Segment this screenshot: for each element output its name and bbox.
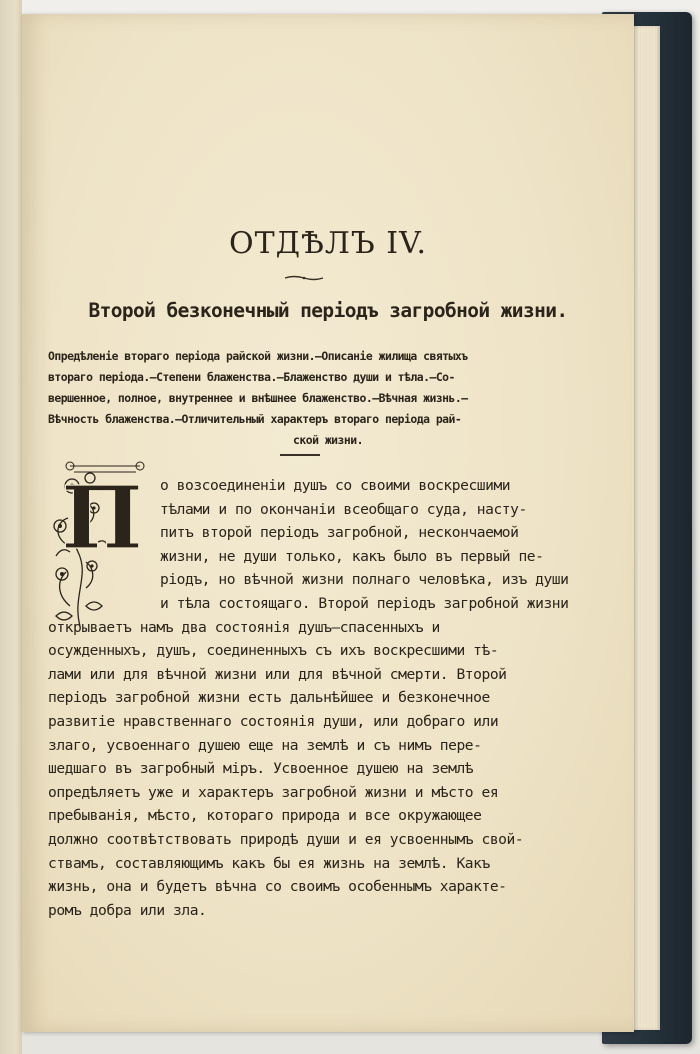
summary-line: Опредѣленіе втораго періода райской жизни.—Описаніе жилища святыхъ: [48, 349, 468, 363]
body-line: жизнь, она и будетъ вѣчна со своимъ особеннымъ характе-: [48, 878, 507, 896]
section-title: ОТДѢЛЪ IV.: [228, 226, 428, 261]
summary-line: вершенное, полное, внутреннее и внѣшнее блаженство.—Вѣчная жизнь.—: [48, 391, 468, 405]
body-line: должно соотвѣтствовать природѣ души и ея усвоеннымъ свой-: [48, 830, 524, 848]
body-line: о возсоединеніи душъ со своими воскресшими: [160, 477, 511, 494]
summary-line: втораго періода.—Степени блаженства.—Блаженство души и тѣла.—Со-: [48, 370, 455, 384]
chapter-heading: Второй безконечный періодъ загробной жизни.: [88, 299, 568, 322]
section-divider: [280, 454, 320, 456]
body-line: тѣлами и по окончаніи всеобщаго суда, насту-: [160, 500, 527, 518]
body-line: пребыванія, мѣсто, котораго природа и все окружающее: [48, 807, 482, 825]
body-line: опредѣляетъ уже и характеръ загробной жизни и мѣсто ея: [48, 783, 499, 801]
body-line: злаго, усвоеннаго душею еще на землѣ и съ нимъ пере-: [48, 736, 482, 754]
body-line: періодъ загробной жизни есть дальнѣйшее и безконечное: [48, 689, 490, 707]
body-line: развитіе нравственнаго состоянія души, или добраго или: [48, 712, 499, 730]
body-line: ромъ добра или зла.: [48, 901, 207, 919]
body-line: ріодъ, но вѣчной жизни полнаго человѣка, изъ души: [160, 571, 569, 589]
facing-page-edge: [0, 0, 22, 1054]
body-line: жизни, не души только, какъ было въ первый пе-: [160, 547, 544, 565]
chapter-summary: [48, 346, 608, 451]
body-line: шедшаго въ загробный міръ. Усвоенное душею на землѣ: [48, 760, 474, 778]
book-page: [22, 14, 634, 1032]
body-text: [48, 474, 598, 922]
summary-line: ской жизни.: [293, 433, 363, 447]
body-line: и тѣла состоящаго. Второй періодъ загробной жизни: [160, 594, 569, 612]
body-line: ствамъ, составляющимъ какъ бы ея жизнь на землѣ. Какъ: [48, 854, 490, 872]
summary-line: Вѣчность блаженства.—Отличительный характеръ втораго періода рай-: [48, 412, 462, 426]
body-line: открываетъ намъ два состоянія душъ—спасенныхъ и: [48, 618, 440, 636]
body-line: лами или для вѣчной жизни или для вѣчной смерти. Второй: [48, 665, 507, 683]
body-line: осужденныхъ, душъ, соединенныхъ съ ихъ воскресшими тѣ-: [48, 642, 499, 660]
body-line: питъ второй періодъ загробной, нескончаемой: [160, 524, 519, 542]
title-ornament-icon: [284, 275, 324, 281]
dropcap-letter: П: [61, 468, 143, 569]
